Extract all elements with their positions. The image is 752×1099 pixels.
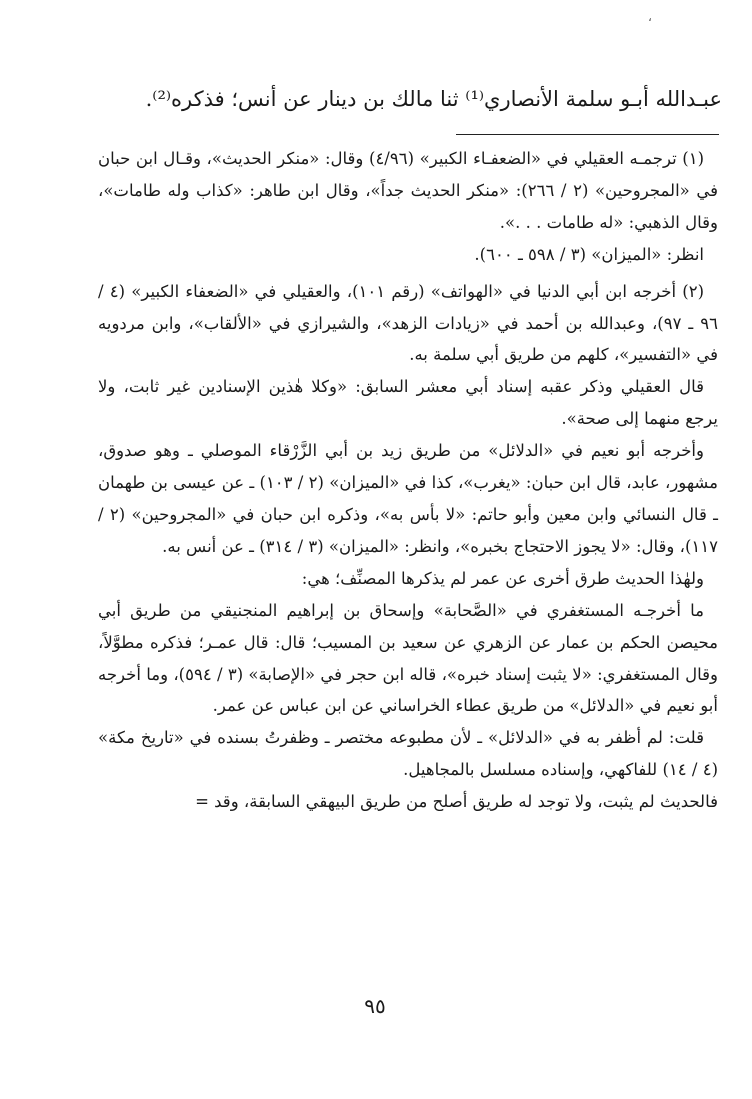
footnotes-block bbox=[98, 143, 718, 818]
footnote-2-author-note: قلت: لم أظفر به في «الدلائل» ـ لأن مطبوعه مختصر ـ وظفرتُ بسنده في «تاريخ مكة» (٤ / ١٤) للفاكهي، وإسناده مسلسل بالمجاهيل. bbox=[98, 728, 718, 780]
page-number: ٩٥ bbox=[364, 994, 386, 1018]
footnote-2-mustaghfiri: ما أخرجـه المستغفري في «الصَّحابة» وإسحاق بن إبراهيم المنجنيقي من طريق أبي محيصن الحكم بن عمار عن الزهري عن سعيد بن المسيب؛ قال: قال عمـر؛ فذكره مطوَّلاً، وقال المستغفري: «لا يثبت إسناد خبره»، قاله ابن حجر في «الإصابة» (٣ / ٥٩٤)، وما أخرجه أبو نعيم في «الدلائل» من طريق عطاء الخراساني عن ابن عباس عن عمر. bbox=[98, 600, 718, 716]
corner-mark: ، bbox=[648, 10, 652, 24]
footnote-separator-rule bbox=[456, 134, 719, 135]
footnote-2-paragraph: (٢) أخرجه ابن أبي الدنيا في «الهواتف» (رقم ١٠١)، والعقيلي في «الضعفاء الكبير» (٤ / ٩٦ ـ ٩٧)، وعبدالله بن أحمد في «زيادات الزهد»، والشيرازي في «الألقاب»، وابن مردويه في «التفسير»، كلهم من طريق أبي سلمة به. bbox=[98, 281, 718, 365]
footnote-1-paragraph: (١) ترجمـه العقيلي في «الضعفـاء الكبير» (٤/٩٦) وقال: «منكر الحديث»، وقـال ابن حبان في «المجروحين» (٢ / ٢٦٦): «منكر الحديث جداً»، وقال ابن طاهر: «كذاب وله طامات»، وقال الذهبي: «له طامات . . .». bbox=[98, 149, 718, 232]
footnote-2-abu-nuaym: وأخرجه أبو نعيم في «الدلائل» من طريق زيد بن أبي الزَّرْقاء الموصلي ـ وهو صدوق، مشهور، عابد، قال ابن حبان: «يغرب»، كذا في «الميزان» (٢ / ١٠٣) ـ عن عيسى بن طهمان ـ قال النسائي وابن معين وأبو حاتم: «لا بأس به»، وذكره ابن حبان في «المجروحين» (٢ / ١١٧)، وقال: «لا يجوز الاحتجاج بخبره»، وانظر: «الميزان» (٣ / ٣١٤) ـ عن أنس به. bbox=[98, 441, 718, 556]
footnote-2-conclusion: فالحديث لم يثبت، ولا توجد له طريق أصلح من طريق البيهقي السابقة، وقد = bbox=[195, 792, 718, 812]
footnote-1-reference: انظر: «الميزان» (٣ / ٥٩٨ ـ ٦٠٠). bbox=[474, 244, 704, 264]
main-text-line: عبـدالله أبـو سلمة الأنصاري⁽¹⁾ ثنا مالك بن دينار عن أنس؛ فذكره⁽²⁾. bbox=[145, 87, 722, 111]
footnote-2-other-routes: ولهٰذا الحديث طرق أخرى عن عمر لم يذكرها المصنِّف؛ هي: bbox=[301, 568, 704, 588]
footnote-2-uqayli-quote: قال العقيلي وذكر عقبه إسناد أبي معشر السابق: «وكلا هٰذين الإسنادين غير ثابت، ولا يرجع منهما إلى صحة». bbox=[98, 377, 718, 429]
